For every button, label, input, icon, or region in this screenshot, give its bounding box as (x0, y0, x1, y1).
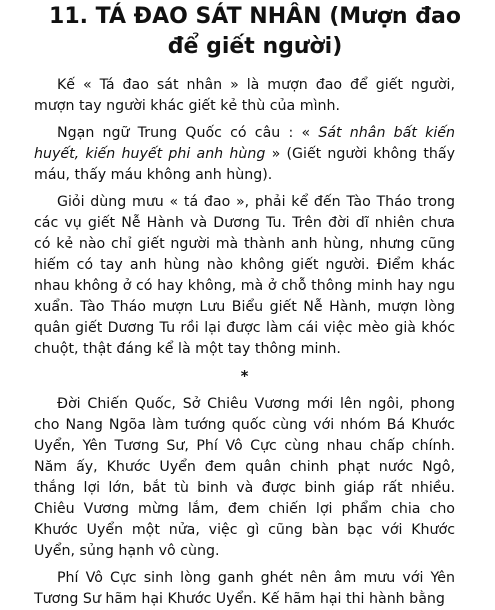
paragraph-4: Đời Chiến Quốc, Sở Chiêu Vương mới lên ngôi, phong cho Nang Ngõa làm tướng quốc cùng với nhóm Bá Khước Uyển, Yên Tương Sư, Phí Vô Cực cùng nhau chấp chính. Năm ấy, Khước Uyển đem quân chinh phạt nước Ngô, thắng lợi lớn, bắt tù binh và được binh giáp rất nhiều. Chiêu Vương mừng lắm, đem chiến lợi phẩm chia cho Khước Uyển một nửa, việc gì cũng bàn bạc với Khước Uyển, sủng hạnh vô cùng. (34, 396, 455, 559)
quote-intro: Ngạn ngữ Trung Quốc có câu : « (57, 125, 319, 141)
paragraph-5: Phí Vô Cực sinh lòng ganh ghét nên âm mưu với Yên Tương Sư hãm hại Khước Uyển. Kế hãm hại thi hành bằng (34, 570, 455, 607)
chapter-title: 11. TÁ ĐAO SÁT NHÂN (Mượn đao để giết người) (49, 4, 461, 59)
document-body (34, 75, 455, 610)
section-separator: * (240, 367, 249, 385)
proverb-quote: Sát nhân bất kiến huyết, kiến huyết phi anh hùng (34, 125, 456, 162)
quote-translation: » (Giết người không thấy máu, thấy máu không anh hùng). (34, 146, 455, 183)
paragraph-3: Giỏi dùng mưu « tá đao », phải kể đến Tào Tháo trong các vụ giết Nễ Hành và Dương Tu. Trên đời dĩ nhiên chưa có kẻ nào chỉ giết người mà thành anh hùng, nhưng cũng hiếm có tay anh hùng nào không giết người. Điểm khác nhau không ở có hay không, mà ở chỗ thông minh hay ngu xuẩn. Tào Tháo mượn Lưu Biểu giết Nễ Hành, mượn lòng quân giết Dương Tu rồi lại được làm cái việc mèo già khóc chuột, thật đáng kể là một tay thông minh. (34, 194, 455, 357)
paragraph-1: Kế « Tá đao sát nhân » là mượn đao để giết người, mượn tay người khác giết kẻ thù của mình. (34, 77, 455, 114)
paragraph-2 (34, 123, 455, 186)
